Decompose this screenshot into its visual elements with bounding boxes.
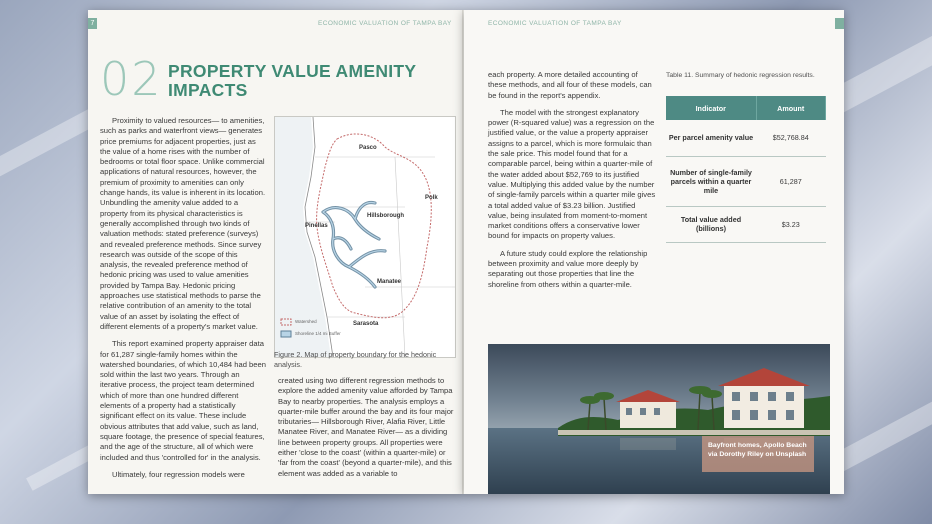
map-label-hillsborough: Hillsborough — [367, 213, 404, 219]
table-row — [666, 206, 826, 242]
running-head: ECONOMIC VALUATION OF TAMPA BAY — [488, 20, 622, 27]
legend-watershed: Watershed — [295, 319, 317, 324]
table-cell-amount: $52,768.84 — [756, 120, 826, 156]
body-column-2 — [278, 376, 454, 486]
table-cell-indicator: Number of single-family parcels within a quarter mile — [666, 156, 756, 206]
hedonic-results-table — [666, 96, 826, 243]
map-label-pasco: Pasco — [359, 145, 377, 151]
paragraph: The model with the strongest explanatory power (R-squared value) was a regression on the justified value, or the value a property appraiser assigns to a parcel, which is more formulaic than the sale price. This model found that for a comparable parcel, being within a quarter-mile of the water added about $52,769 to its justified value. Multiplying this added value by the number of single-family parcels within a quarter mile gives a total added value of $3.23 billion. Justified value, being insulated from moment-to-moment market conditions offers a conservative lower bound for impacts on property values. — [488, 107, 656, 241]
right-page — [464, 10, 844, 494]
table-cell-indicator: Per parcel amenity value — [666, 120, 756, 156]
map-label-manatee: Manatee — [377, 279, 402, 285]
paragraph: each property. A more detailed accounting of these methods, and all four of these models, can be found in the report's appendix. — [488, 70, 652, 100]
table-row — [666, 156, 826, 206]
paragraph: Proximity to valued resources— to amenities, such as parks and waterfront views— generates price premiums for adjacent properties, just as the value of a home rises with the number of bedrooms or total floor space. Unlike commercial applications of natural resources, however, the premium of proximity to amenities can only change hands, its value is inherent in its location. Unbundling the amenity value added to a property from its physical characteristics is generally accomplished through two kinds of valuation methods: stated preference (surveys) and revealed preference methods. Since survey research was outside of the scope of this analysis, the revealed preference method of hedonic pricing was used to value amenities provided by Tampa Bay. Hedonic pricing approaches use statistical methods to parse the relative contribution of an amenity to the total value of an asset by isolating the effect of different elements of a property's market value. — [100, 116, 266, 331]
photo-credit: Bayfront homes, Apollo Beach via Dorothy Riley on Unsplash — [702, 436, 814, 472]
page-number — [835, 18, 844, 29]
table-caption: Table 11. Summary of hedonic regression results. — [666, 72, 815, 79]
map-label-polk: Polk — [425, 195, 438, 201]
paragraph: A future study could explore the relationship between proximity and value more deeply by separating out those properties that line the shoreline from others within a quarter-mile. — [488, 248, 648, 289]
map-caption: Figure 2. Map of property boundary for the hedonic analysis. — [274, 350, 437, 369]
legend-shoreline: Shoreline 1/4 mi Buffer — [295, 331, 341, 336]
watershed-map — [274, 116, 456, 358]
paragraph: This report examined property appraiser data for 61,287 single-family homes within the watershed boundaries, of which 10,484 had been sold within the last two years. Through an iterative process, the project team determined which of more than one hundred different elements of a property had a statistically significant effect on its value. These include obvious attributes that add value, such as land, square footage, the presence of special features, and the age of the structure, all of which were included and thus 'controlled for' in the analysis. — [100, 339, 266, 462]
table-cell-amount: 61,287 — [756, 156, 826, 206]
table-header-amount: Amount — [756, 96, 826, 120]
map-label-pinellas: Pinellas — [305, 223, 328, 229]
table-header-indicator: Indicator — [666, 96, 756, 120]
paragraph: created using two different regression methods to explore the added amenity value afforded by Tampa Bay to nearby properties. The analysis employs a quarter-mile buffer around the bay and its four major tributaries— Hillsborough River, Alafia River, Little Manatee River, and Manatee River— as a dividing line between property groups. All properties were either 'close to the coast' (within a quarter-mile) or 'far from the coast' (beyond a quarter-mile), and this element was added as a variable to — [278, 376, 454, 478]
table-cell-amount: $3.23 — [756, 206, 826, 242]
body-column-1 — [100, 116, 266, 487]
table-cell-indicator: Total value added (billions) — [666, 206, 756, 242]
section-title: PROPERTY VALUE AMENITY IMPACTS — [168, 61, 417, 100]
map-label-sarasota: Sarasota — [353, 321, 379, 327]
table-row — [666, 120, 826, 156]
body-column-3 — [488, 70, 656, 297]
page-number: 7 — [88, 18, 97, 29]
running-head: ECONOMIC VALUATION OF TAMPA BAY — [318, 20, 452, 27]
left-page — [88, 10, 464, 494]
paragraph: Ultimately, four regression models were — [112, 469, 245, 479]
section-number: 02 — [100, 52, 163, 106]
